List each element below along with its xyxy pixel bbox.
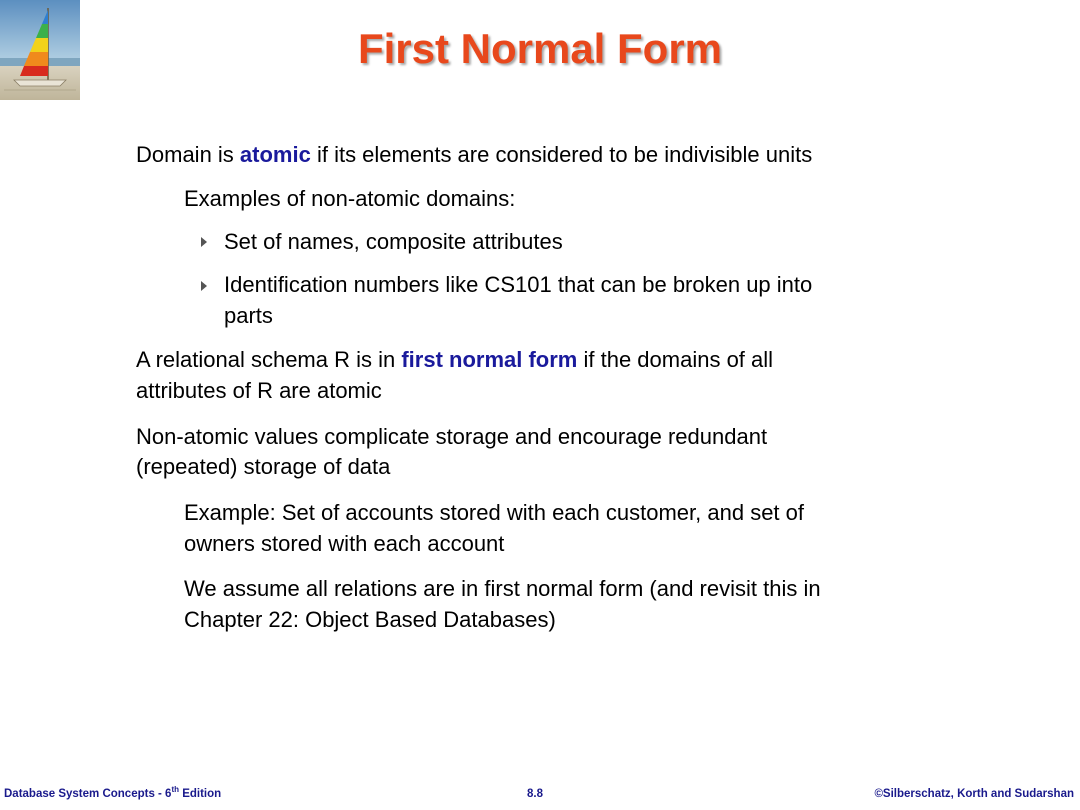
- first-normal-form-definition-line1: [136, 346, 773, 373]
- superscript: th: [171, 785, 180, 795]
- assumption-line1: We assume all relations are in first normal form (and revisit this in: [184, 576, 821, 601]
- first-normal-form-definition-line2: attributes of R are atomic: [136, 378, 382, 403]
- footer-book-title: [4, 785, 222, 800]
- bullet-identification-numbers-line2: parts: [224, 303, 273, 328]
- text-run: Edition: [179, 788, 222, 800]
- text-run: if its elements are considered to be indivisible units: [310, 142, 813, 167]
- text-run: Database System Concepts - 6: [4, 788, 172, 800]
- text-run: if the domains of all: [577, 347, 774, 372]
- footer-slide-number: 8.8: [527, 788, 543, 800]
- text-run: Domain is: [136, 142, 240, 167]
- footer-copyright: ©Silberschatz, Korth and Sudarshan: [874, 788, 1074, 800]
- non-atomic-values-line2: (repeated) storage of data: [136, 454, 391, 479]
- slide-title: First Normal Form: [357, 25, 723, 72]
- accounts-example-line1: Example: Set of accounts stored with each customer, and set of: [184, 500, 804, 525]
- bullet-identification-numbers-line1: Identification numbers like CS101 that can be broken up into: [224, 272, 813, 297]
- keyword-first-normal-form: first normal form: [401, 347, 578, 372]
- accounts-example-line2: owners stored with each account: [184, 531, 505, 556]
- triangle-bullet-icon: [201, 281, 207, 291]
- atomic-definition: [136, 141, 812, 168]
- triangle-bullet-icon: [201, 237, 207, 247]
- assumption-line2: Chapter 22: Object Based Databases): [184, 607, 556, 632]
- text-run: A relational schema R is in: [136, 347, 402, 372]
- non-atomic-examples-heading: Examples of non-atomic domains:: [184, 186, 516, 211]
- keyword-atomic: atomic: [239, 142, 311, 167]
- non-atomic-values-line1: Non-atomic values complicate storage and encourage redundant: [136, 424, 768, 449]
- bullet-set-of-names: Set of names, composite attributes: [224, 229, 563, 254]
